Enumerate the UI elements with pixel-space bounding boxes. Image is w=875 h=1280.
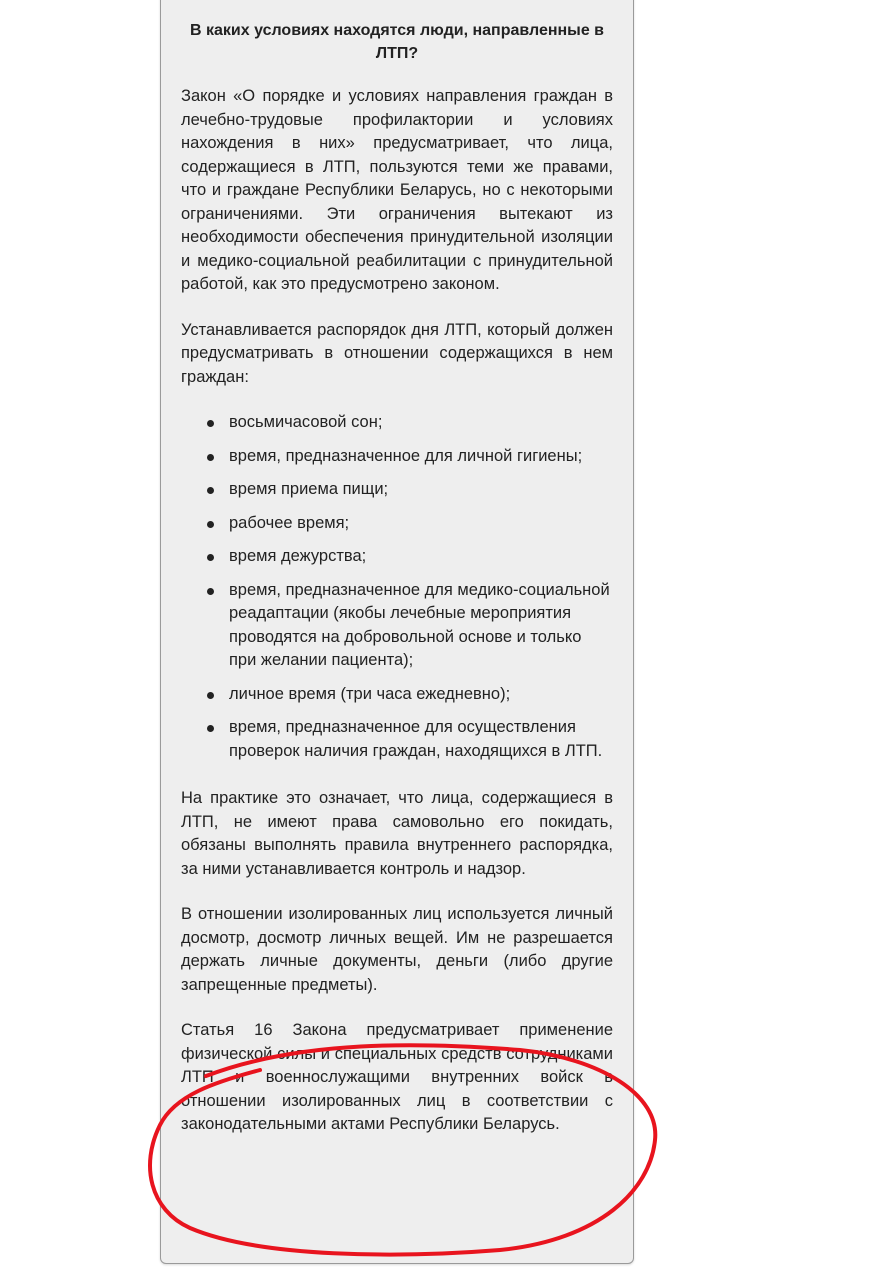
paragraph-law-rights: Закон «О порядке и условиях направления граждан в лечебно-трудовые профилактории и условиях нахождения в них» предусматривает, что лица, содержащиеся в ЛТП, пользуются теми же правами, что и граждане Республики Беларусь, но с некоторыми ограничениями. Эти ограничения вытекают из необходимости обеспечения принудительной изоляции и медико-социальной реабилитации с принудительной работой, как это предусмотрено законом. <box>181 87 613 293</box>
list-item: восьмичасовой сон; <box>205 411 613 435</box>
list-item: время дежурства; <box>205 545 613 569</box>
bullet-icon <box>207 420 214 427</box>
bullet-icon <box>207 454 214 461</box>
bullet-icon <box>207 588 214 595</box>
list-item: время, предназначенное для личной гигиены; <box>205 445 613 469</box>
question-title: В каких условиях находятся люди, направленные в ЛТП? <box>189 22 605 62</box>
bullet-icon <box>207 554 214 561</box>
bullet-icon <box>207 692 214 699</box>
article-card <box>160 0 634 1264</box>
bullet-icon <box>207 487 214 494</box>
paragraph-schedule-intro: Устанавливается распорядок дня ЛТП, который должен предусматривать в отношении содержащихся в нем граждан: <box>181 320 613 386</box>
bullet-icon <box>207 521 214 528</box>
bullet-icon <box>207 725 214 732</box>
paragraph-article-16: Статья 16 Закона предусматривает применение физической силы и специальных средств сотрудниками ЛТП и военнослужащими внутренних войск в отношении изолированных лиц в соответствии с законодательными актами Республики Беларусь. <box>181 1021 613 1133</box>
list-item: личное время (три часа ежедневно); <box>205 683 613 707</box>
paragraph-practice: На практике это означает, что лица, содержащиеся в ЛТП, не имеют права самовольно его покидать, обязаны выполнять правила внутреннего распорядка, за ними устанавливается контроль и надзор. <box>181 789 613 878</box>
paragraph-search: В отношении изолированных лиц используется личный досмотр, досмотр личных вещей. Им не разрешается держать личные документы, деньги (либо другие запрещенные предметы). <box>181 905 613 994</box>
list-item: время приема пищи; <box>205 478 613 502</box>
list-item: время, предназначенное для осуществления проверок наличия граждан, находящихся в ЛТП. <box>205 716 613 763</box>
list-item: рабочее время; <box>205 512 613 536</box>
schedule-list <box>181 411 613 763</box>
list-item: время, предназначенное для медико-социальной реадаптации (якобы лечебные мероприятия проводятся на добровольной основе и только при желании пациента); <box>205 579 613 673</box>
